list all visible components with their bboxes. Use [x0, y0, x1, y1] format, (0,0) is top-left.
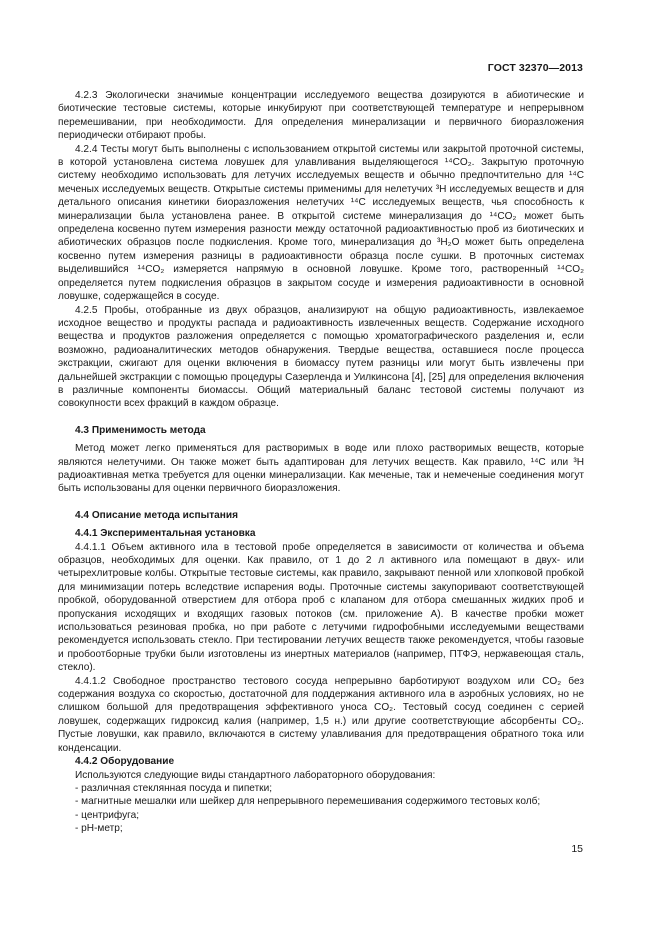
paragraph-4-2-4: 4.2.4 Тесты могут быть выполнены с использованием открытой системы или закрытой проточной системы, в которой установлена система ловушек для улавливания выделяющегося ¹⁴CO₂. Закрытую проточную систему необходимо использовать для летучих исследуемых веществ и обычно предпочтительно для ¹⁴C меченых исследуемых веществ. Открытые системы применимы для нелетучих ³H исследуемых веществ и для детального описания кинетики биоразложения нелетучих ¹⁴C исследуемых веществ, чья способность к минерализации была установлена ранее. В открытой системе минерализация до ¹⁴CO₂ может быть определена косвенно путем измерения разности между остаточной радиоактивностью проб из биотических и абиотических образцов после подкисления. Кроме того, минерализация до ³H₂O может быть определена косвенно путем измерения разницы в радиоактивности образца после сушки. В проточных системах выделившийся ¹⁴CO₂ измеряется напрямую в основной ловушке. Кроме того, растворенный ¹⁴CO₂ определяется путем подкисления образцов в закрытом сосуде и измерения радиоактивности в основной ловушке, содержащейся в сосуде. [58, 143, 584, 303]
list-item: - различная стеклянная посуда и пипетки; [75, 782, 273, 794]
document-code: ГОСТ 32370—2013 [487, 62, 583, 74]
paragraph-4-4-1-2: 4.4.1.2 Свободное пространство тестового сосуда непрерывно барботируют воздухом или CO₂ без содержания воздуха со скоростью, достаточной для поддержания активного ила в аэробных условиях, но не слишком большой для предотвращения эффективного уноса CO₂. Тестовый сосуд соединен с серией ловушек, содержащих гидроксид калия (например, 1,5 н.) или другие соответствующие абсорбенты CO₂. Пустые ловушки, как правило, включаются в систему улавливания для предотвращения обратного тока или конденсации. [58, 675, 584, 754]
paragraph-4-4-1-1: 4.4.1.1 Объем активного ила в тестовой пробе определяется в зависимости от количества и объема образцов, необходимых для оценки. Как правило, от 1 до 2 л активного ила помещают в двух- или четырехлитровые колбы. Открытые тестовые системы, как правило, закрывают пенной или хлопковой пробкой для минимизации потерь вследствие испарения воды. Проточные системы закупоривают соответствующей пробкой, оборудованной отверстием для отбора проб с клапаном для отбора смешанных жидких проб и пропускания исходящих и входящих газовых потоков (см. приложение А). В качестве пробки может использоваться резиновая пробка, но при работе с летучими гидрофобными исследуемыми веществами рекомендуется использовать стекло. При тестировании летучих веществ также рекомендуется, чтобы газовые и пробоотборные трубки были изготовлены из инертных материалов (например, ПТФЭ, нержавеющая сталь, стекло). [58, 541, 584, 674]
list-item: - центрифуга; [75, 809, 140, 821]
section-heading-4-4: 4.4 Описание метода испытания [75, 509, 238, 521]
paragraph-4-2-3: 4.2.3 Экологически значимые концентрации исследуемого вещества дозируются в абиотические и биотические тестовые системы, которые инкубируют при соответствующей температуре и непрерывном перемешивании, при необходимости. Для определения минерализации и первичного биоразложения периодически отбирают пробы. [58, 90, 584, 142]
section-heading-4-4-1: 4.4.1 Экспериментальная установка [75, 528, 256, 540]
document-body [58, 89, 584, 836]
paragraph-4-4-2: Используются следующие виды стандартного лабораторного оборудования: [75, 769, 436, 781]
paragraph-4-2-5: 4.2.5 Пробы, отобранные из двух образцов, анализируют на общую радиоактивность, извлекаемое исходное вещество и продукты распада и радиоактивность извлеченных веществ. Содержание исходного вещества и продуктов разложения определяется с помощью хроматографического разделения и, если возможно, радиоаналитических методов обнаружения. Твердые вещества, оставшиеся после процесса экстракции, сжигают для оценки включения в биомассу путем разницы или могут быть извлечены при дальнейшей экстракции с помощью процедуры Сазерленда и Уилкинсона [4], [25] для определения включения в различные компоненты биомассы. Общий материальный баланс тестовой системы получают из совокупности всех фракций в каждом образце. [58, 304, 584, 410]
section-heading-4-4-2: 4.4.2 Оборудование [75, 756, 175, 768]
section-heading-4-3: 4.3 Применимость метода [75, 424, 206, 436]
list-item: - pH-метр; [75, 823, 123, 835]
equipment-list [58, 782, 584, 836]
page-number: 15 [571, 843, 583, 855]
list-item: - магнитные мешалки или шейкер для непрерывного перемешивания содержимого тестовых колб; [75, 796, 541, 808]
paragraph-4-3: Метод может легко применяться для растворимых в воде или плохо растворимых веществ, которые являются нелетучими. Он также может быть адаптирован для летучих веществ. Как правило, ¹⁴C или ³H радиоактивная метка требуется для оценки минерализации. Как меченые, так и немеченые соединения могут быть использованы для оценки первичного биоразложения. [58, 443, 584, 495]
